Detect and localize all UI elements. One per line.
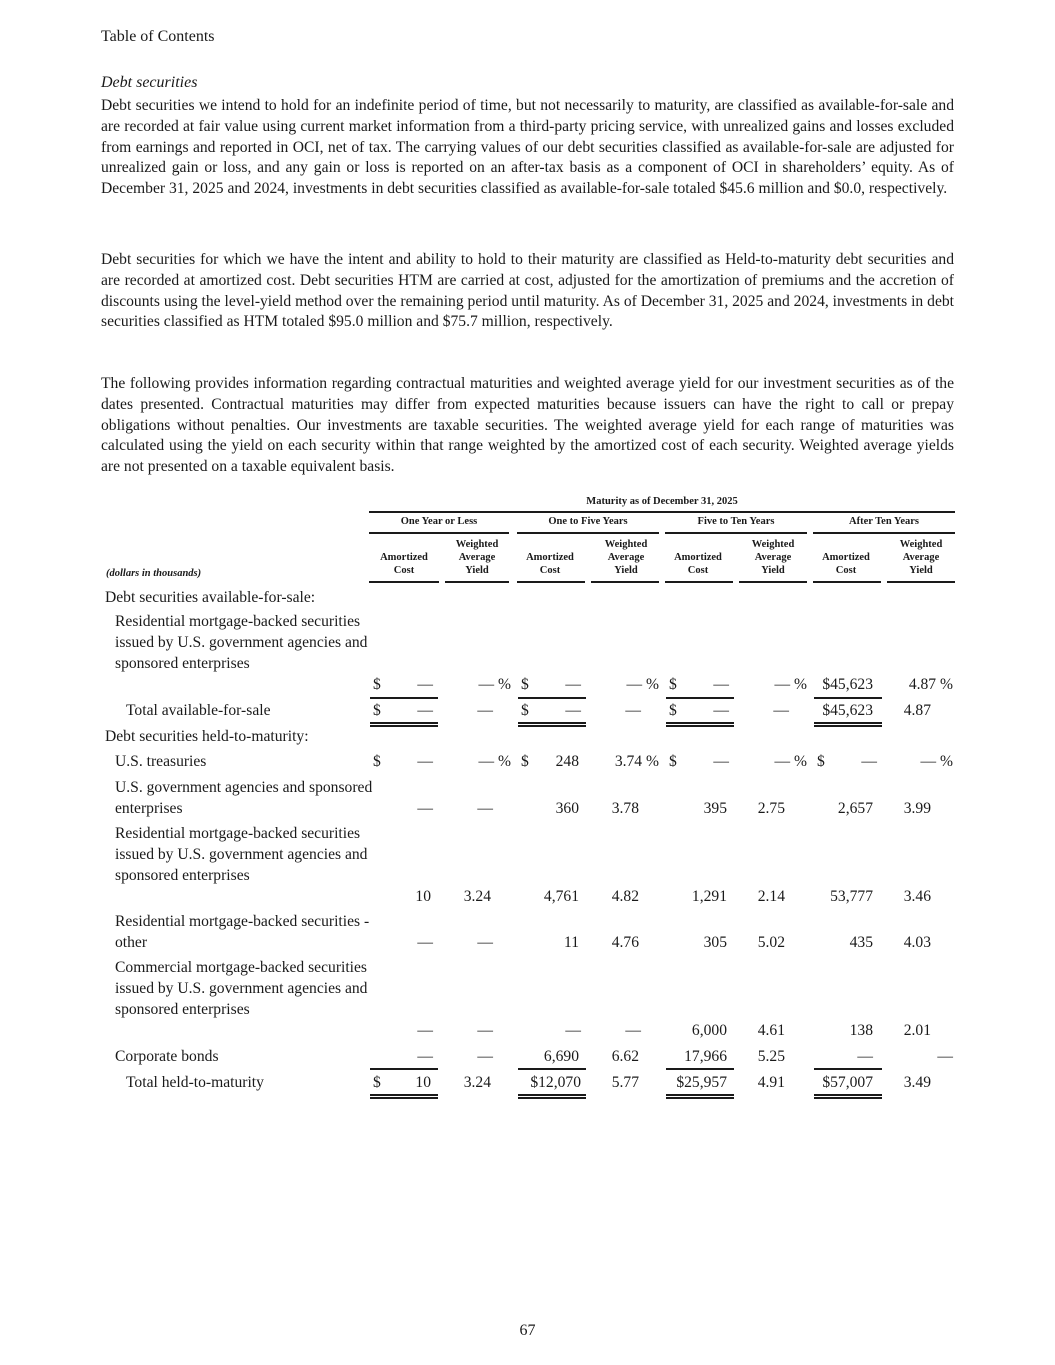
header-text: Cost <box>539 565 561 576</box>
subtotal-rule <box>370 1068 438 1070</box>
yield: 4.76 <box>611 934 639 951</box>
header-text: Yield <box>761 565 785 576</box>
yield: 4.61 <box>757 1022 785 1039</box>
row-label: Total held-to-maturity <box>126 1074 264 1091</box>
amortized-cost: — <box>417 676 433 693</box>
yield: 4.87 % <box>908 676 953 693</box>
yield: — <box>477 934 493 951</box>
yield: 6.62 <box>611 1048 639 1065</box>
subtotal-rule <box>518 697 586 699</box>
yield: 5.02 <box>757 934 785 951</box>
divider <box>445 581 509 583</box>
paragraph-available-for-sale: Debt securities we intend to hold for an indefinite period of time, but not necessarily to maturity, are classified as available-for-sale and are recorded at fair value using current market information from a third-party pricing service, with unrealized gains and losses excluded from earnings and reported in OCI, net of tax. The carrying values of our debt securities classified as available-for-sale are adjusted for unrealized gain or loss, and any gain or loss is reported on an after-tax basis as a component of OCI in shareholders’ equity. As of December 31, 2025 and 2024, investments in debt securities classified as available-for-sale totaled $45.6 million and $0.0, respectively. <box>101 97 954 198</box>
yield: — <box>937 1048 953 1065</box>
yield: 3.24 <box>463 888 491 905</box>
amortized-cost: — <box>417 934 433 951</box>
yield: — <box>625 1022 641 1039</box>
table-of-contents-link[interactable]: Table of Contents <box>101 28 215 45</box>
amortized-cost: — <box>417 753 433 770</box>
yield: — <box>477 702 493 719</box>
divider <box>887 581 955 583</box>
col-header-amortized-cost <box>517 551 583 577</box>
dollar-sign: $ <box>373 1074 381 1091</box>
amortized-cost: 17,966 <box>684 1048 727 1065</box>
dollar-sign: $ <box>373 702 381 719</box>
yield: 5.25 <box>757 1048 785 1065</box>
amortized-cost: 360 <box>555 800 579 817</box>
total-double-rule <box>814 1094 882 1099</box>
divider <box>665 532 807 534</box>
section-heading: Debt securities <box>101 74 198 91</box>
amortized-cost: 6,690 <box>543 1048 579 1065</box>
yield: 2.01 <box>903 1022 931 1039</box>
divider <box>813 581 881 583</box>
table-row <box>101 824 957 908</box>
divider <box>517 581 585 583</box>
amortized-cost: — <box>417 702 433 719</box>
dollar-sign: $ <box>521 753 529 770</box>
divider <box>665 581 733 583</box>
header-text: Amortized <box>822 552 870 563</box>
header-text: Cost <box>687 565 709 576</box>
yield: — % <box>920 753 953 770</box>
header-text: Weighted <box>604 539 648 550</box>
dollar-sign: $ <box>373 676 381 693</box>
amortized-cost: 11 <box>563 934 579 951</box>
header-text: Average <box>902 552 940 563</box>
total-double-rule <box>370 1094 438 1099</box>
header-text: Cost <box>393 565 415 576</box>
total-double-rule <box>518 722 586 727</box>
amortized-cost: $45,623 <box>822 702 873 719</box>
divider <box>369 532 509 534</box>
dollar-sign: $ <box>817 753 825 770</box>
header-text: Average <box>458 552 496 563</box>
total-double-rule <box>518 1094 586 1099</box>
amortized-cost: — <box>417 1022 433 1039</box>
header-text: Weighted <box>751 539 795 550</box>
section-label-available-for-sale: Debt securities available-for-sale: <box>105 589 316 606</box>
dollar-sign: $ <box>669 676 677 693</box>
yield: — <box>477 800 493 817</box>
yield: — % <box>478 676 511 693</box>
table-row <box>101 778 957 820</box>
header-text: Yield <box>909 565 933 576</box>
amortized-cost: — <box>565 702 581 719</box>
section-label-held-to-maturity: Debt securities held-to-maturity: <box>105 728 309 745</box>
divider <box>369 511 955 513</box>
yield: 5.77 <box>611 1074 639 1091</box>
yield: — <box>773 702 789 719</box>
yield: — % <box>626 676 659 693</box>
yield: 4.87 <box>903 702 931 719</box>
yield: — <box>477 1048 493 1065</box>
amortized-cost: $45,623 <box>822 676 873 693</box>
row-label: Residential mortgage-backed securities - other <box>115 913 370 951</box>
dollar-sign: $ <box>521 702 529 719</box>
amortized-cost: $57,007 <box>822 1074 873 1091</box>
amortized-cost: 248 <box>555 753 579 770</box>
total-double-rule <box>370 722 438 727</box>
yield: 3.78 <box>611 800 639 817</box>
divider <box>369 581 439 583</box>
amortized-cost: — <box>565 676 581 693</box>
amortized-cost: 138 <box>849 1022 873 1039</box>
subtotal-rule <box>518 1068 586 1070</box>
row-label: Commercial mortgage-backed securities issued by U.S. government agencies and sponsored enterprises <box>115 959 368 1018</box>
total-double-rule <box>814 722 882 727</box>
dollar-sign: $ <box>669 702 677 719</box>
subtotal-rule <box>370 697 438 699</box>
amortized-cost: — <box>713 676 729 693</box>
header-text: Yield <box>614 565 638 576</box>
amortized-cost: 395 <box>703 800 727 817</box>
subtotal-rule <box>814 697 882 699</box>
yield: 4.91 <box>757 1074 785 1091</box>
yield: — <box>477 1022 493 1039</box>
row-label: Residential mortgage-backed securities issued by U.S. government agencies and sponsored enterprises <box>115 825 368 884</box>
row-label: Corporate bonds <box>115 1048 219 1065</box>
subtotal-rule <box>814 1068 882 1070</box>
header-text: Weighted <box>899 539 943 550</box>
amortized-cost: 10 <box>415 888 431 905</box>
yield: 4.82 <box>611 888 639 905</box>
amortized-cost: — <box>417 800 433 817</box>
total-double-rule <box>666 722 734 727</box>
total-double-rule <box>666 1094 734 1099</box>
amortized-cost: $25,957 <box>676 1074 727 1091</box>
amortized-cost: 435 <box>849 934 873 951</box>
amortized-cost: 53,777 <box>830 888 873 905</box>
amortized-cost: — <box>713 753 729 770</box>
amortized-cost: 4,761 <box>543 888 579 905</box>
amortized-cost: 1,291 <box>691 888 727 905</box>
row-label: U.S. government agencies and sponsored enterprises <box>115 779 373 817</box>
header-text: Amortized <box>526 552 574 563</box>
yield: 2.75 <box>757 800 785 817</box>
divider <box>517 532 659 534</box>
amortized-cost: — <box>713 702 729 719</box>
amortized-cost: 305 <box>703 934 727 951</box>
amortized-cost: 6,000 <box>691 1022 727 1039</box>
amortized-cost: 10 <box>415 1074 431 1091</box>
yield: 3.99 <box>903 800 931 817</box>
group-header-one-to-five-years: One to Five Years <box>548 516 628 527</box>
page-number: 67 <box>519 1322 536 1339</box>
dollar-sign: $ <box>669 753 677 770</box>
row-label: Residential mortgage-backed securities issued by U.S. government agencies and sponsored enterprises <box>115 613 368 672</box>
dollar-sign: $ <box>521 676 529 693</box>
units-label: (dollars in thousands) <box>106 568 202 579</box>
row-label: Total available-for-sale <box>126 702 271 719</box>
subtotal-rule <box>666 697 734 699</box>
yield: — % <box>478 753 511 770</box>
amortized-cost: — <box>857 1048 873 1065</box>
header-text: Amortized <box>380 552 428 563</box>
yield: 4.03 <box>903 934 931 951</box>
dollar-sign: $ <box>373 753 381 770</box>
yield: 3.49 <box>903 1074 931 1091</box>
col-header-weighted-average-yield <box>593 538 659 577</box>
header-text: Average <box>607 552 645 563</box>
divider <box>591 581 659 583</box>
amortized-cost: — <box>565 1022 581 1039</box>
header-text: Yield <box>465 565 489 576</box>
header-text: Weighted <box>455 539 499 550</box>
col-header-weighted-average-yield <box>739 538 807 577</box>
yield: — % <box>774 753 807 770</box>
group-header-after-ten-years: After Ten Years <box>849 516 919 527</box>
group-header-one-year-or-less: One Year or Less <box>400 516 478 527</box>
amortized-cost: 2,657 <box>837 800 873 817</box>
header-text: Amortized <box>674 552 722 563</box>
divider <box>739 581 807 583</box>
col-header-weighted-average-yield <box>887 538 955 577</box>
amortized-cost: $12,070 <box>530 1074 581 1091</box>
table-title: Maturity as of December 31, 2025 <box>586 496 738 507</box>
col-header-amortized-cost <box>369 551 439 577</box>
yield: 2.14 <box>757 888 785 905</box>
header-text: Cost <box>835 565 857 576</box>
yield: 3.46 <box>903 888 931 905</box>
table-row <box>101 912 957 954</box>
yield: — <box>625 702 641 719</box>
table-row <box>101 958 957 1042</box>
group-header-five-to-ten-years: Five to Ten Years <box>697 516 775 527</box>
col-header-weighted-average-yield <box>445 538 509 577</box>
header-text: Average <box>754 552 792 563</box>
divider <box>813 532 955 534</box>
paragraph-held-to-maturity: Debt securities for which we have the intent and ability to hold to their maturity are classified as Held-to-maturity debt securities and are recorded at amortized cost. Debt securities HTM are carried at cost, adjusted for the amortization of premiums and the accretion of discounts using the level-yield method over the remaining period until maturity. As of December 31, 2025 and 2024, investments in debt securities classified as HTM totaled $95.0 million and $75.7 million, respectively. <box>101 251 954 331</box>
subtotal-rule <box>666 1068 734 1070</box>
yield: 3.24 <box>463 1074 491 1091</box>
amortized-cost: — <box>417 1048 433 1065</box>
col-header-amortized-cost <box>665 551 731 577</box>
amortized-cost: — <box>861 753 877 770</box>
col-header-amortized-cost <box>813 551 879 577</box>
yield: 3.74 % <box>614 753 659 770</box>
row-label: U.S. treasuries <box>115 753 207 770</box>
table-row <box>101 612 957 696</box>
yield: — % <box>774 676 807 693</box>
paragraph-maturities-intro: The following provides information regarding contractual maturities and weighted average yield for our investment securities as of the dates presented. Contractual maturities may differ from expected maturities because issuers can have the right to call or prepay obligations without penalties. Our investments are taxable securities. The weighted average yield for each range of maturities was calculated using the yield on each security within that range weighted by the amortized cost of each security. Weighted average yields are not presented on a taxable equivalent basis. <box>101 375 954 476</box>
